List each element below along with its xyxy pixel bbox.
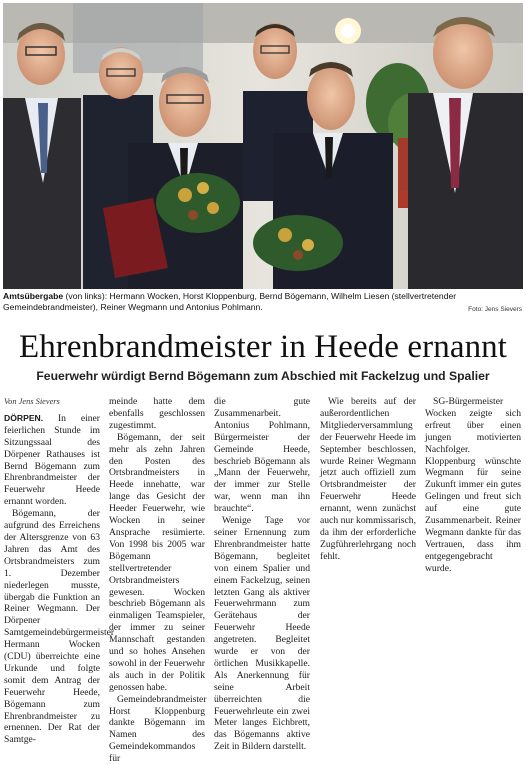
paragraph: Bögemann, der aufgrund des Erreichens der Altersgrenze von 63 Jahren das Amt des Ortsbrandmeisters zum 1. Dezember niederlegen musste, übergab die Funktion an Reiner Wegmann. Der Dörpener Samtgemeindebürgermeister Hermann Wocken (CDU) überreichte eine Urkunde und folgte somit dem Antrag der Feuerwehr Heede, Bögemann zum Ehrenbrandmeister zu ernennen. Der Rat der Samtge- (4, 508, 115, 746)
caption-lead: Amtsübergabe (3, 291, 64, 301)
article-photo (3, 3, 523, 289)
paragraph: SG-Bürgermeister Wocken zeigte sich erfreut über einen jungen motivierten Nachfolger. Kloppenburg wünschte Wegmann für seine Zukunft immer ein gutes Gelingen und freut sich auf eine gute Zusammenarbeit. Reiner Wegmann dankte für das Vertrauen, dass ihm entgegengebracht wurde. (425, 396, 521, 574)
byline: Von Jens Sievers (4, 397, 60, 406)
column-1 (4, 396, 115, 746)
subheadline: Feuerwehr würdigt Bernd Bögemann zum Abschied mit Fackelzug und Spalier (36, 369, 490, 383)
article-body (4, 396, 522, 765)
paragraph: meinde hatte dem ebenfalls geschlossen zugestimmt. (109, 396, 205, 431)
dateline: DÖRPEN. (4, 412, 44, 423)
caption-text: (von links): Hermann Wocken, Horst Kloppenburg, Bernd Bögemann, Wilhelm Liesen (stellvertretender Gemeindebrandmeister), Reiner Wegmann und Antonius Pohlmann. (3, 291, 457, 312)
column-2 (109, 396, 205, 765)
paragraph: Gemeindebrandmeister Horst Kloppenburg dankte Bögemann im Namen des Gemeindekommandos für (109, 693, 207, 765)
paragraph: In einer feierlichen Stunde im Sitzungssaal des Dörpener Rathauses ist Bernd Bögemann zum Ehrenbrandmeister der Feuerwehr Heede ernannt worden. (4, 412, 100, 508)
paragraph: Wie bereits auf der außerordentlichen Mitgliederversammlung der Feuerwehr Heede im September beschlossen, wurde Reiner Wegmann jetzt auch offiziell zum Ortsbrandmeister der Feuerwehr Heede ernannt, wenn zunächst auch nur kommissarisch, da ihm der erforderliche Zugführerlehrgang noch fehlt. (320, 396, 416, 562)
photo-credit: Foto: Jens Sievers (468, 306, 522, 313)
paragraph: die gute Zusammenarbeit. Antonius Pohlmann, Bürgermeister der Gemeinde Heede, beschrieb Bögemann als „Mann der Feuerwehr, der immer zur Stelle war, wenn man ihn brauchte“. (214, 396, 310, 515)
headline: Ehrenbrandmeister in Heede ernannt (18, 329, 508, 365)
photo-caption (3, 291, 523, 313)
column-3 (214, 396, 310, 753)
paragraph: Bögemann, der seit mehr als zehn Jahren den Posten des Ortsbrandmeisters in Heede innehatte, war lange das Gesicht der Heeder Feuerwehr, wie Wocken in seiner Ansprache resümierte. Von 1998 bis 2005 war Bögemann stellvertretender Ortsbrandmeisters gewesen. Wocken beschrieb Bögemann als einmaligen Teamspieler, der immer zu seiner Mannschaft gestanden und so hohes Ansehen sowohl in der Feuerwehr als auch in der Politik genossen habe. (109, 431, 205, 693)
column-4 (320, 396, 416, 563)
paragraph: Wenige Tage vor seiner Ernennung zum Ehrenbrandmeister hatte Bögemann, begleitet von einem Spalier und einem Fackelzug, seinen letzten Gang als aktiver Feuerwehrmann zum Gerätehaus der Feuerwehr Heede angetreten. Begleitet wurde er von der örtlichen Musikkapelle. Als Anerkennung für seine Arbeit überreichten die Feuerwehrleute ein zwei Meter langes Eichbrett, das Bögemanns aktive Zeit in Bildern darstellt. (214, 515, 310, 753)
group-photo-illustration (3, 3, 523, 289)
column-5 (425, 396, 521, 575)
